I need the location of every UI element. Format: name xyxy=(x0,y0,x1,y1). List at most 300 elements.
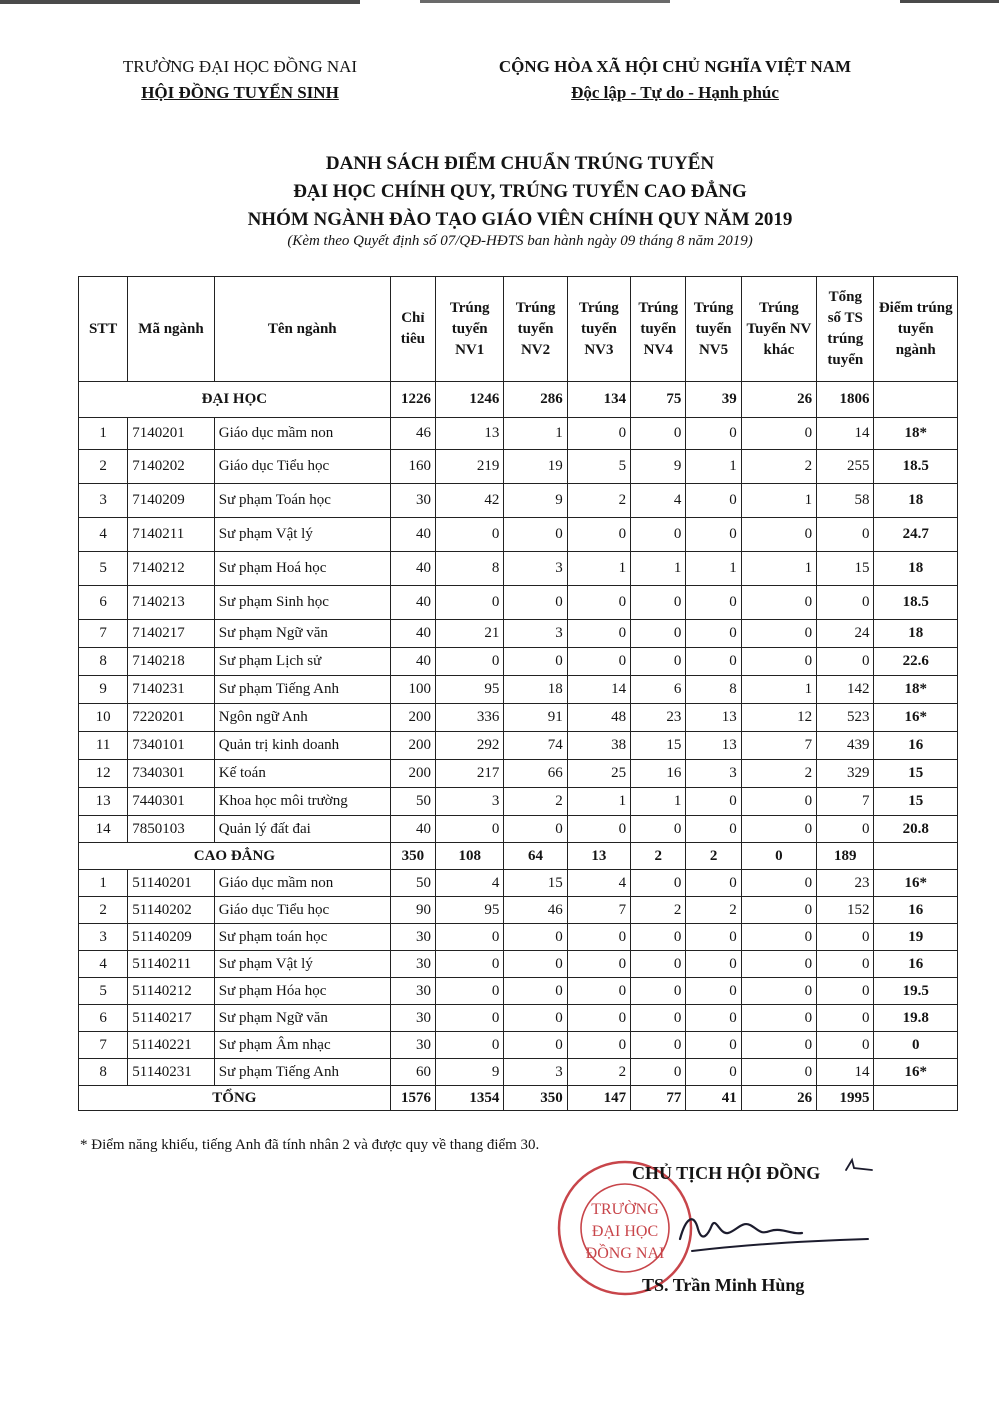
nv1-cell: 4 xyxy=(436,870,504,897)
stt-cell: 10 xyxy=(79,704,128,732)
nv2-cell: 0 xyxy=(504,1032,567,1059)
table-row xyxy=(79,518,958,552)
code-cell: 7140217 xyxy=(128,620,214,648)
total-cell: 255 xyxy=(817,450,874,484)
section-total-cell: 286 xyxy=(504,382,567,418)
major-cell: Khoa học môi trường xyxy=(214,788,390,816)
quota-cell: 30 xyxy=(390,1032,435,1059)
table-row xyxy=(79,788,958,816)
nv5-cell: 0 xyxy=(686,1032,741,1059)
score-cell: 19.8 xyxy=(874,1005,958,1032)
nv3-cell: 0 xyxy=(567,648,630,676)
quota-cell: 40 xyxy=(390,586,435,620)
total-cell: 15 xyxy=(817,552,874,586)
code-cell: 7140202 xyxy=(128,450,214,484)
score-cell: 16* xyxy=(874,1059,958,1086)
section-total-cell: 2 xyxy=(686,843,741,870)
nv1-cell: 3 xyxy=(436,788,504,816)
code-cell: 7140209 xyxy=(128,484,214,518)
nv1-cell: 21 xyxy=(436,620,504,648)
major-cell: Sư phạm Âm nhạc xyxy=(214,1032,390,1059)
code-cell: 7340101 xyxy=(128,732,214,760)
stt-cell: 9 xyxy=(79,676,128,704)
col-header: Mã ngành xyxy=(128,277,214,382)
stt-cell: 4 xyxy=(79,518,128,552)
table-row xyxy=(79,978,958,1005)
nv2-cell: 0 xyxy=(504,518,567,552)
seal-text-line: TRƯỜNG xyxy=(591,1201,659,1218)
scan-edge-right xyxy=(900,0,999,3)
section-row xyxy=(79,382,958,418)
nv5-cell: 0 xyxy=(686,816,741,843)
nv2-cell: 2 xyxy=(504,788,567,816)
col-header: Chỉ tiêu xyxy=(390,277,435,382)
nv3-cell: 1 xyxy=(567,788,630,816)
nv4-cell: 0 xyxy=(631,1059,686,1086)
nv1-cell: 9 xyxy=(436,1059,504,1086)
score-cell: 18.5 xyxy=(874,586,958,620)
nv3-cell: 0 xyxy=(567,518,630,552)
stt-cell: 7 xyxy=(79,620,128,648)
total-cell: 23 xyxy=(817,870,874,897)
handwritten-signature xyxy=(672,1195,872,1265)
nv-other-cell: 0 xyxy=(741,870,816,897)
col-header: Trúng tuyển NV4 xyxy=(631,277,686,382)
score-cell: 16 xyxy=(874,897,958,924)
grand-total-cell: 26 xyxy=(741,1086,816,1111)
admission-scores-table xyxy=(78,276,958,1111)
nv-other-cell: 7 xyxy=(741,732,816,760)
score-cell: 19.5 xyxy=(874,978,958,1005)
quota-cell: 160 xyxy=(390,450,435,484)
section-total-cell: 13 xyxy=(567,843,630,870)
nv1-cell: 0 xyxy=(436,978,504,1005)
nv3-cell: 0 xyxy=(567,816,630,843)
nv1-cell: 13 xyxy=(436,418,504,450)
stt-cell: 1 xyxy=(79,418,128,450)
score-cell: 18 xyxy=(874,620,958,648)
quota-cell: 200 xyxy=(390,732,435,760)
quota-cell: 30 xyxy=(390,978,435,1005)
score-cell: 18* xyxy=(874,418,958,450)
score-cell: 16* xyxy=(874,704,958,732)
nv-other-cell: 0 xyxy=(741,897,816,924)
major-cell: Sư phạm Toán học xyxy=(214,484,390,518)
nv4-cell: 0 xyxy=(631,586,686,620)
nv5-cell: 1 xyxy=(686,450,741,484)
nv5-cell: 8 xyxy=(686,676,741,704)
code-cell: 7140201 xyxy=(128,418,214,450)
nv-other-cell: 0 xyxy=(741,518,816,552)
nv-other-cell: 0 xyxy=(741,648,816,676)
table-row xyxy=(79,418,958,450)
total-cell: 58 xyxy=(817,484,874,518)
nv4-cell: 0 xyxy=(631,648,686,676)
section-name: CAO ĐẲNG xyxy=(79,843,391,870)
total-cell: 152 xyxy=(817,897,874,924)
code-cell: 7140211 xyxy=(128,518,214,552)
quota-cell: 60 xyxy=(390,1059,435,1086)
nv1-cell: 0 xyxy=(436,648,504,676)
quota-cell: 50 xyxy=(390,870,435,897)
nv3-cell: 0 xyxy=(567,1032,630,1059)
nv1-cell: 0 xyxy=(436,816,504,843)
table-row xyxy=(79,552,958,586)
col-header: Tổng số TS trúng tuyển xyxy=(817,277,874,382)
code-cell: 7220201 xyxy=(128,704,214,732)
major-cell: Giáo dục Tiểu học xyxy=(214,897,390,924)
section-total-cell: 26 xyxy=(741,382,816,418)
quota-cell: 200 xyxy=(390,704,435,732)
nv-other-cell: 0 xyxy=(741,620,816,648)
nv1-cell: 0 xyxy=(436,586,504,620)
grand-total-cell: 1995 xyxy=(817,1086,874,1111)
col-header: Trúng tuyển NV2 xyxy=(504,277,567,382)
score-cell: 20.8 xyxy=(874,816,958,843)
grand-total-cell: 41 xyxy=(686,1086,741,1111)
nv-other-cell: 1 xyxy=(741,676,816,704)
stt-cell: 11 xyxy=(79,732,128,760)
nv4-cell: 9 xyxy=(631,450,686,484)
score-cell: 0 xyxy=(874,1032,958,1059)
section-total-cell: 108 xyxy=(436,843,504,870)
university-name: TRƯỜNG ĐẠI HỌC ĐỒNG NAI xyxy=(122,57,358,76)
quota-cell: 90 xyxy=(390,897,435,924)
national-motto-header xyxy=(470,54,880,106)
nv2-cell: 66 xyxy=(504,760,567,788)
nv5-cell: 0 xyxy=(686,586,741,620)
nv4-cell: 16 xyxy=(631,760,686,788)
nv4-cell: 0 xyxy=(631,924,686,951)
nv1-cell: 0 xyxy=(436,924,504,951)
nv5-cell: 3 xyxy=(686,760,741,788)
nv3-cell: 0 xyxy=(567,1005,630,1032)
nv2-cell: 15 xyxy=(504,870,567,897)
nv5-cell: 0 xyxy=(686,518,741,552)
quota-cell: 40 xyxy=(390,518,435,552)
national-motto: Độc lập - Tự do - Hạnh phúc xyxy=(571,83,779,102)
stt-cell: 8 xyxy=(79,648,128,676)
code-cell: 51140209 xyxy=(128,924,214,951)
nv-other-cell: 0 xyxy=(741,924,816,951)
nv4-cell: 0 xyxy=(631,518,686,552)
nv2-cell: 3 xyxy=(504,552,567,586)
nv-other-cell: 2 xyxy=(741,760,816,788)
table-row xyxy=(79,450,958,484)
nv3-cell: 0 xyxy=(567,586,630,620)
grand-total-cell: 77 xyxy=(631,1086,686,1111)
major-cell: Kế toán xyxy=(214,760,390,788)
nv3-cell: 7 xyxy=(567,897,630,924)
section-score-cell xyxy=(874,843,958,870)
total-cell: 0 xyxy=(817,648,874,676)
stt-cell: 14 xyxy=(79,816,128,843)
quota-cell: 100 xyxy=(390,676,435,704)
code-cell: 7140212 xyxy=(128,552,214,586)
major-cell: Quản lý đất đai xyxy=(214,816,390,843)
section-total-cell: 2 xyxy=(631,843,686,870)
score-cell: 18 xyxy=(874,552,958,586)
total-cell: 0 xyxy=(817,924,874,951)
nv3-cell: 0 xyxy=(567,978,630,1005)
nv1-cell: 0 xyxy=(436,951,504,978)
code-cell: 51140211 xyxy=(128,951,214,978)
score-cell: 16* xyxy=(874,870,958,897)
table-row xyxy=(79,676,958,704)
code-cell: 51140212 xyxy=(128,978,214,1005)
code-cell: 7440301 xyxy=(128,788,214,816)
nv3-cell: 0 xyxy=(567,951,630,978)
nv4-cell: 0 xyxy=(631,418,686,450)
footnote: * Điểm năng khiếu, tiếng Anh đã tính nhân 2 và được quy về thang điểm 30. xyxy=(80,1137,540,1153)
stt-cell: 4 xyxy=(79,951,128,978)
col-header: Trúng tuyển NV3 xyxy=(567,277,630,382)
nv2-cell: 3 xyxy=(504,1059,567,1086)
nv3-cell: 14 xyxy=(567,676,630,704)
handwritten-mark xyxy=(842,1156,876,1176)
total-cell: 142 xyxy=(817,676,874,704)
table-row xyxy=(79,620,958,648)
nv1-cell: 0 xyxy=(436,1032,504,1059)
code-cell: 7140213 xyxy=(128,586,214,620)
table-row xyxy=(79,870,958,897)
code-cell: 51140221 xyxy=(128,1032,214,1059)
nv5-cell: 2 xyxy=(686,897,741,924)
nv3-cell: 1 xyxy=(567,552,630,586)
nv4-cell: 1 xyxy=(631,788,686,816)
stt-cell: 1 xyxy=(79,870,128,897)
signer-name: TS. Trần Minh Hùng xyxy=(642,1275,805,1295)
col-header: STT xyxy=(79,277,128,382)
nv3-cell: 2 xyxy=(567,1059,630,1086)
nv2-cell: 18 xyxy=(504,676,567,704)
nv5-cell: 0 xyxy=(686,924,741,951)
nv-other-cell: 1 xyxy=(741,484,816,518)
section-total-cell: 1246 xyxy=(436,382,504,418)
nv2-cell: 0 xyxy=(504,816,567,843)
quota-cell: 40 xyxy=(390,648,435,676)
code-cell: 51140201 xyxy=(128,870,214,897)
nv2-cell: 46 xyxy=(504,897,567,924)
major-cell: Giáo dục mầm non xyxy=(214,870,390,897)
table-row xyxy=(79,1059,958,1086)
major-cell: Giáo dục mầm non xyxy=(214,418,390,450)
section-total-cell: 134 xyxy=(567,382,630,418)
stt-cell: 12 xyxy=(79,760,128,788)
nv5-cell: 0 xyxy=(686,978,741,1005)
major-cell: Quản trị kinh doanh xyxy=(214,732,390,760)
nv1-cell: 336 xyxy=(436,704,504,732)
nv5-cell: 0 xyxy=(686,870,741,897)
quota-cell: 50 xyxy=(390,788,435,816)
section-total-cell: 1806 xyxy=(817,382,874,418)
nv2-cell: 91 xyxy=(504,704,567,732)
nv3-cell: 2 xyxy=(567,484,630,518)
section-total-cell: 75 xyxy=(631,382,686,418)
stt-cell: 6 xyxy=(79,1005,128,1032)
nv5-cell: 0 xyxy=(686,648,741,676)
col-header: Trúng tuyển NV1 xyxy=(436,277,504,382)
col-header: Trúng tuyển NV5 xyxy=(686,277,741,382)
quota-cell: 30 xyxy=(390,1005,435,1032)
table-row xyxy=(79,897,958,924)
quota-cell: 30 xyxy=(390,484,435,518)
major-cell: Ngôn ngữ Anh xyxy=(214,704,390,732)
nv5-cell: 13 xyxy=(686,704,741,732)
nv-other-cell: 0 xyxy=(741,586,816,620)
quota-cell: 30 xyxy=(390,951,435,978)
col-header: Điểm trúng tuyển ngành xyxy=(874,277,958,382)
table-row xyxy=(79,760,958,788)
nv5-cell: 0 xyxy=(686,788,741,816)
nv4-cell: 0 xyxy=(631,870,686,897)
nv2-cell: 74 xyxy=(504,732,567,760)
nv5-cell: 0 xyxy=(686,620,741,648)
score-cell: 15 xyxy=(874,788,958,816)
section-total-cell: 1226 xyxy=(390,382,435,418)
stt-cell: 2 xyxy=(79,450,128,484)
nv3-cell: 0 xyxy=(567,418,630,450)
section-total-cell: 39 xyxy=(686,382,741,418)
nv4-cell: 15 xyxy=(631,732,686,760)
seal-text-line: ĐẠI HỌC xyxy=(591,1223,659,1240)
stt-cell: 3 xyxy=(79,484,128,518)
total-cell: 329 xyxy=(817,760,874,788)
total-cell: 0 xyxy=(817,978,874,1005)
grand-total-row xyxy=(79,1086,958,1111)
grand-total-score-cell xyxy=(874,1086,958,1111)
col-header: Tên ngành xyxy=(214,277,390,382)
stt-cell: 2 xyxy=(79,897,128,924)
nv3-cell: 5 xyxy=(567,450,630,484)
total-cell: 0 xyxy=(817,951,874,978)
stt-cell: 3 xyxy=(79,924,128,951)
nv2-cell: 9 xyxy=(504,484,567,518)
nv2-cell: 1 xyxy=(504,418,567,450)
nv2-cell: 19 xyxy=(504,450,567,484)
nv-other-cell: 0 xyxy=(741,418,816,450)
nv3-cell: 48 xyxy=(567,704,630,732)
nv-other-cell: 0 xyxy=(741,1005,816,1032)
nv2-cell: 0 xyxy=(504,978,567,1005)
document-subtitle: (Kèm theo Quyết định số 07/QĐ-HĐTS ban hành ngày 09 tháng 8 năm 2019) xyxy=(287,233,753,249)
table-row xyxy=(79,732,958,760)
nv-other-cell: 0 xyxy=(741,816,816,843)
table-header-row xyxy=(79,277,958,382)
seal-text-line: ĐỒNG NAI xyxy=(585,1245,665,1262)
section-name: ĐẠI HỌC xyxy=(79,382,391,418)
nv1-cell: 42 xyxy=(436,484,504,518)
nv4-cell: 0 xyxy=(631,1005,686,1032)
nv3-cell: 38 xyxy=(567,732,630,760)
table-row xyxy=(79,704,958,732)
nv5-cell: 0 xyxy=(686,951,741,978)
nv1-cell: 0 xyxy=(436,1005,504,1032)
stt-cell: 7 xyxy=(79,1032,128,1059)
nv4-cell: 0 xyxy=(631,816,686,843)
nv5-cell: 0 xyxy=(686,1059,741,1086)
code-cell: 7140218 xyxy=(128,648,214,676)
nv-other-cell: 0 xyxy=(741,1032,816,1059)
code-cell: 7340301 xyxy=(128,760,214,788)
issuer-header xyxy=(100,54,380,106)
nv4-cell: 0 xyxy=(631,620,686,648)
major-cell: Sư phạm Ngữ văn xyxy=(214,1005,390,1032)
total-cell: 0 xyxy=(817,1032,874,1059)
nv2-cell: 3 xyxy=(504,620,567,648)
total-cell: 0 xyxy=(817,518,874,552)
code-cell: 51140231 xyxy=(128,1059,214,1086)
section-total-cell: 64 xyxy=(504,843,567,870)
nv3-cell: 0 xyxy=(567,620,630,648)
quota-cell: 200 xyxy=(390,760,435,788)
nv4-cell: 0 xyxy=(631,1032,686,1059)
score-cell: 22.6 xyxy=(874,648,958,676)
nv4-cell: 4 xyxy=(631,484,686,518)
title-line-1: DANH SÁCH ĐIỂM CHUẨN TRÚNG TUYỂN xyxy=(325,153,715,174)
major-cell: Sư phạm toán học xyxy=(214,924,390,951)
nv4-cell: 0 xyxy=(631,951,686,978)
quota-cell: 46 xyxy=(390,418,435,450)
nv5-cell: 13 xyxy=(686,732,741,760)
col-header: Trúng Tuyển NV khác xyxy=(741,277,816,382)
nv2-cell: 0 xyxy=(504,951,567,978)
nv1-cell: 8 xyxy=(436,552,504,586)
code-cell: 51140217 xyxy=(128,1005,214,1032)
score-cell: 18* xyxy=(874,676,958,704)
quota-cell: 40 xyxy=(390,620,435,648)
score-cell: 19 xyxy=(874,924,958,951)
score-cell: 24.7 xyxy=(874,518,958,552)
total-cell: 7 xyxy=(817,788,874,816)
nv-other-cell: 2 xyxy=(741,450,816,484)
grand-total-label: TỔNG xyxy=(79,1086,391,1111)
quota-cell: 40 xyxy=(390,816,435,843)
nv-other-cell: 12 xyxy=(741,704,816,732)
nv2-cell: 0 xyxy=(504,586,567,620)
section-total-cell: 189 xyxy=(817,843,874,870)
section-total-cell: 0 xyxy=(741,843,816,870)
nv3-cell: 4 xyxy=(567,870,630,897)
major-cell: Sư phạm Ngữ văn xyxy=(214,620,390,648)
nv1-cell: 95 xyxy=(436,676,504,704)
quota-cell: 40 xyxy=(390,552,435,586)
major-cell: Sư phạm Vật lý xyxy=(214,518,390,552)
nv3-cell: 25 xyxy=(567,760,630,788)
stt-cell: 5 xyxy=(79,978,128,1005)
nv5-cell: 0 xyxy=(686,1005,741,1032)
nv5-cell: 0 xyxy=(686,484,741,518)
grand-total-cell: 147 xyxy=(567,1086,630,1111)
code-cell: 7850103 xyxy=(128,816,214,843)
nv2-cell: 0 xyxy=(504,648,567,676)
nv1-cell: 292 xyxy=(436,732,504,760)
table-row xyxy=(79,951,958,978)
major-cell: Sư phạm Vật lý xyxy=(214,951,390,978)
score-cell: 18.5 xyxy=(874,450,958,484)
stt-cell: 8 xyxy=(79,1059,128,1086)
nv4-cell: 23 xyxy=(631,704,686,732)
nv4-cell: 2 xyxy=(631,897,686,924)
major-cell: Sư phạm Hóa học xyxy=(214,978,390,1005)
document-title xyxy=(100,150,940,234)
table-row xyxy=(79,484,958,518)
nv-other-cell: 0 xyxy=(741,951,816,978)
code-cell: 51140202 xyxy=(128,897,214,924)
scan-edge-mid xyxy=(420,0,670,3)
score-cell: 16 xyxy=(874,951,958,978)
table-row xyxy=(79,648,958,676)
